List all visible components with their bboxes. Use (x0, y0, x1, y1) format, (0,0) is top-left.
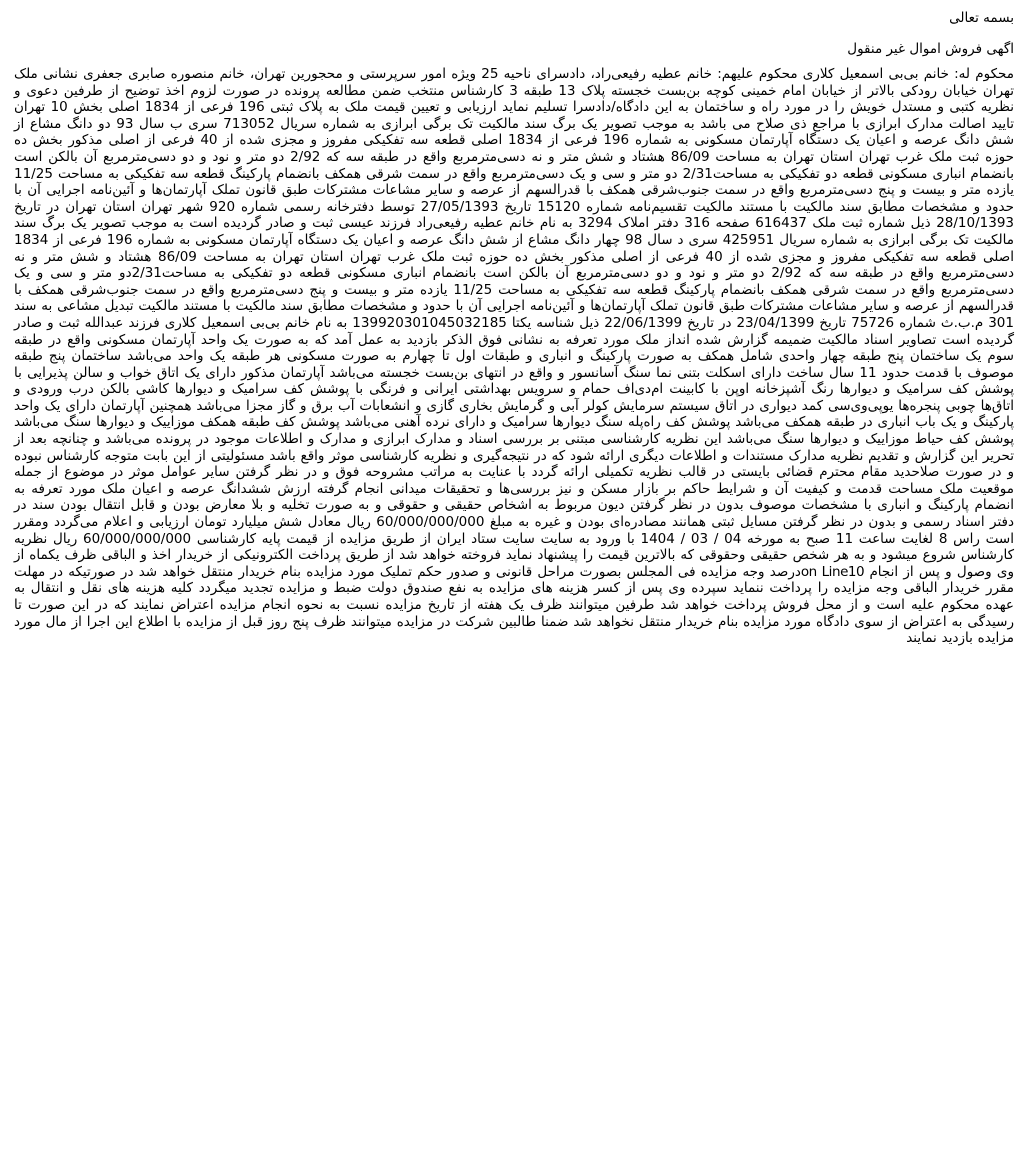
notice-body: محکوم له: خانم بی‌بی اسمعیل کلاری محکوم علیهم: خانم عطیه رفیعی‌راد، دادسرای ناحیه 25 ویژه امور سرپرستی و محجورین تهران، خانم منصوره صابری جعفری نشانی ملک تهران خیابان رودکی بالاتر از خیابان امام خمینی کوچه بن‌بست خجسته پلاک 13 طبقه 3 کارشناس منتخب ضمن مطالعه پرونده در صورت لزوم اخذ توضیح از طرفین دعوی و نظریه کتبی و مستدل خویش را در مورد راه و ساختمان به این دادگاه/دادسرا تسلیم نماید ارزیابی و تعیین قیمت ملک به پلاک ثبتی 196 فرعی از 1834 اصلی بخش 10 تهران تایید اصالت مدارک ابرازی با مراجع ذی صلاح می باشد به موجب تصویر یک برگ سند مالکیت تک برگی ابرازی به شماره سریال 713052 سری ب سال 93 دو دانگ مشاع از شش دانگ عرصه و اعیان یک دستگاه آپارتمان مسکونی به شماره 196 فرعی از 1834 اصلی قطعه سه تفکیکی مفروز و مجزی شده از 40 فرعی از اصلی مذکور بخش ده حوزه ثبت ملک غرب تهران استان تهران به مساحت 86/09 هشتاد و شش متر و نه دسی‌مترمربع واقع در طبقه سه که 2/92 دو متر و نود و دو دسی‌مترمربع آن بالکن است بانضمام انباری مسکونی قطعه دو تفکیکی به مساحت2/31 دو متر و سی و یک دسی‌مترمربع واقع در سمت شرقی همکف بانضمام پارکینگ قطعه سه تفکیکی به مساحت 11/25 یازده متر و بیست و پنج دسی‌مترمربع واقع در سمت جنوب‌شرقی همکف با قدرالسهم از عرصه و سایر مشاعات مشترکات طبق قانون تملک آپارتمان‌ها و آئین‌نامه اجرایی آن با حدود و مشخصات مطابق سند مالکیت با مستند مالکیت تقسیم‌نامه شماره 15120 تاریخ 27/05/1393 توسط دفترخانه رسمی شماره 920 شهر تهران استان تهران در تاریخ 28/10/1393 ذیل شماره ثبت ملک 616437 صفحه 316 دفتر املاک 3294 به نام خانم عطیه رفیعی‌راد فرزند عیسی ثبت و صادر گردیده است به موجب تصویر یک برگ سند مالکیت تک برگی ابرازی به شماره سریال 425951 سری د سال 98 چهار دانگ مشاع از شش دانگ عرصه و اعیان یک دستگاه آپارتمان مسکونی به شماره 196 فرعی از 1834 اصلی قطعه سه تفکیکی مفروز و مجزی شده از 40 فرعی از اصلی مذکور بخش ده حوزه ثبت ملک غرب تهران استان تهران به مساحت 86/09 هشتاد و شش متر و نه دسی‌مترمربع واقع در طبقه سه که 2/92 دو متر و نود و دو دسی‌مترمربع آن بالکن است بانضمام انباری مسکونی قطعه دو تفکیکی به مساحت2/31دو متر و سی و یک دسی‌مترمربع واقع در سمت شرقی همکف بانضمام پارکینگ قطعه سه تفکیکی به مساحت 11/25 یازده متر و بیست و پنج دسی‌مترمربع واقع در سمت جنوب‌شرقی همکف با قدرالسهم از عرصه و سایر مشاعات مشترکات طبق قانون تملک آپارتمان‌ها و آئین‌نامه اجرایی آن با حدود و مشخصات مطابق سند مالکیت با مستند مالکیت تبدیل مشاعی به سند 301 م.ب.ث شماره 75726 تاریخ 23/04/1399 در تاریخ 22/06/1399 ذیل شناسه یکتا 139920301045032185 به نام خانم بی‌بی اسمعیل کلاری فرزند عبدالله ثبت و صادر گردیده است تصاویر اسناد مالکیت ضمیمه گزارش شده انداز ملک مورد تعرفه به نشانی فوق الذکر بازدید به عمل آمد که به صورت یک واحد آپارتمان مسکونی واقع در طبقه سوم یک ساختمان پنج طبقه چهار واحدی شامل همکف به صورت پارکینگ و انباری و طبقات اول تا چهارم به صورت مسکونی هر طبقه یک واحد می‌باشد ساختمان پنج طبقه موصوف با قدمت حدود 11 سال ساخت دارای اسکلت بتنی نما سنگ آسانسور و واقع در انتهای بن‌بست خجسته می‌باشد آپارتمان مذکور دارای یک اتاق خواب و سالن پذیرایی با پوشش کف سرامیک و دیوارها رنگ آشپزخانه اوپن با کابینت ام‌دی‌اف حمام و سرویس بهداشتی ایرانی و فرنگی با پوشش کف سرامیک و دیوارها کاشی بالکن درب ورودی و اتاق‌ها چوبی پنجره‌ها یوپی‌وی‌سی کمد دیواری در اتاق سیستم سرمایش کولر آبی و گرمایش بخاری گازی و انشعابات آب برق و گاز مجزا می‌باشد همچنین آپارتمان دارای یک واحد پارکینگ و یک باب انباری در طبقه همکف می‌باشد پوشش کف راه‌پله سنگ دیوارها سرامیک و دارای نرده آهنی می‌باشد پوشش کف طبقه همکف موزاییک و دیوارها سنگ می‌باشد پوشش کف حیاط موزاییک و دیوارها سنگ می‌باشد این نظریه کارشناسی مبتنی بر بررسی اسناد و مدارک ابرازی و مدارک و اطلاعات موجود در پرونده می‌باشد و چنانچه بعد از تحریر این گزارش و تقدیم نظریه مدارک مستندات و اطلاعات دیگری ارائه شود که در نتیجه‌گیری و نظریه کارشناسی موثر واقع باشد مسئولیتی از این بابت متوجه کارشناس نبوده و در صورت صلاحدید مقام محترم قضائی بایستی در قالب نظریه تکمیلی ارائه گردد با عنایت به مراتب مشروحه فوق و در نظر گرفتن سایر عوامل موثر در موضوع از جمله موقعیت ملک مساحت قدمت و کیفیت آن و شرایط حاکم بر بازار مسکن و نیز بررسی‌ها و تحقیقات میدانی انجام گرفته ارزش ششدانگ عرصه و اعیان ملک مورد تعرفه به انضمام پارکینگ و انباری با مشخصات موصوف بدون در نظر گرفتن دیون مربوط به اشخاص حقیقی و حقوقی و به صورت تخلیه و بلا معارض بودن و قابل انتقال بودن سند در دفتر اسناد رسمی و بدون در نظر گرفتن مسایل ثبتی همانند مصادره‌ای بودن و غیره به مبلغ 60/000/000/000 ریال معادل شش میلیارد تومان ارزیابی و اعلام می‌گردد ومقرر است راس 8 لغایت ساعت 11 صبح به مورخه 04 / 03 / 1404 با ورود به سایت سایت ستاد ایران از طریق مزایده از قیمت پایه کارشناسی 60/000/000/000 ریال نظریه کارشناس شروع میشود و به هر شخص حقیقی وحقوقی که بالاترین قیمت را پیشنهاد نماید فروخته خواهد شد از طریق پرداخت الکترونیکی از خریدار اخذ و الباقی ظرف یکماه از وی وصول و پس از انجام on Line10درصد وجه مزایده فی المجلس بصورت مراحل قانونی و صدور حکم تملیک مورد مزایده بنام خریدار منتقل خواهد شد در صورتیکه در مهلت مقرر خریدار الباقی وجه مزایده را پرداخت ننماید سپرده وی پس از کسر هزینه های مزایده به نفع صندوق دولت ضبط و مزایده تجدید میگردد کلیه هزینه های نقل و انتقال به عهده محکوم علیه است و از محل فروش پرداخت خواهد شد طرفین میتوانند ظرف یک هفته از تاریخ مزایده نسبت به نحوه انجام مزایده اعتراض نمایند که در این صورت تا رسیدگی به اعتراض از سوی دادگاه مورد مزایده بنام خریدار منتقل نخواهد شد ضمنا طالبین شرکت در مزایده میتوانند ظرف پنج روز قبل از مزایده با اطلاع این اجرا از مال مورد مزایده بازدید نمایند (14, 66, 1015, 647)
notice-title: اگهی فروش اموال غیر منقول (847, 41, 1014, 57)
basmala-heading: بسمه تعالی (949, 10, 1014, 26)
